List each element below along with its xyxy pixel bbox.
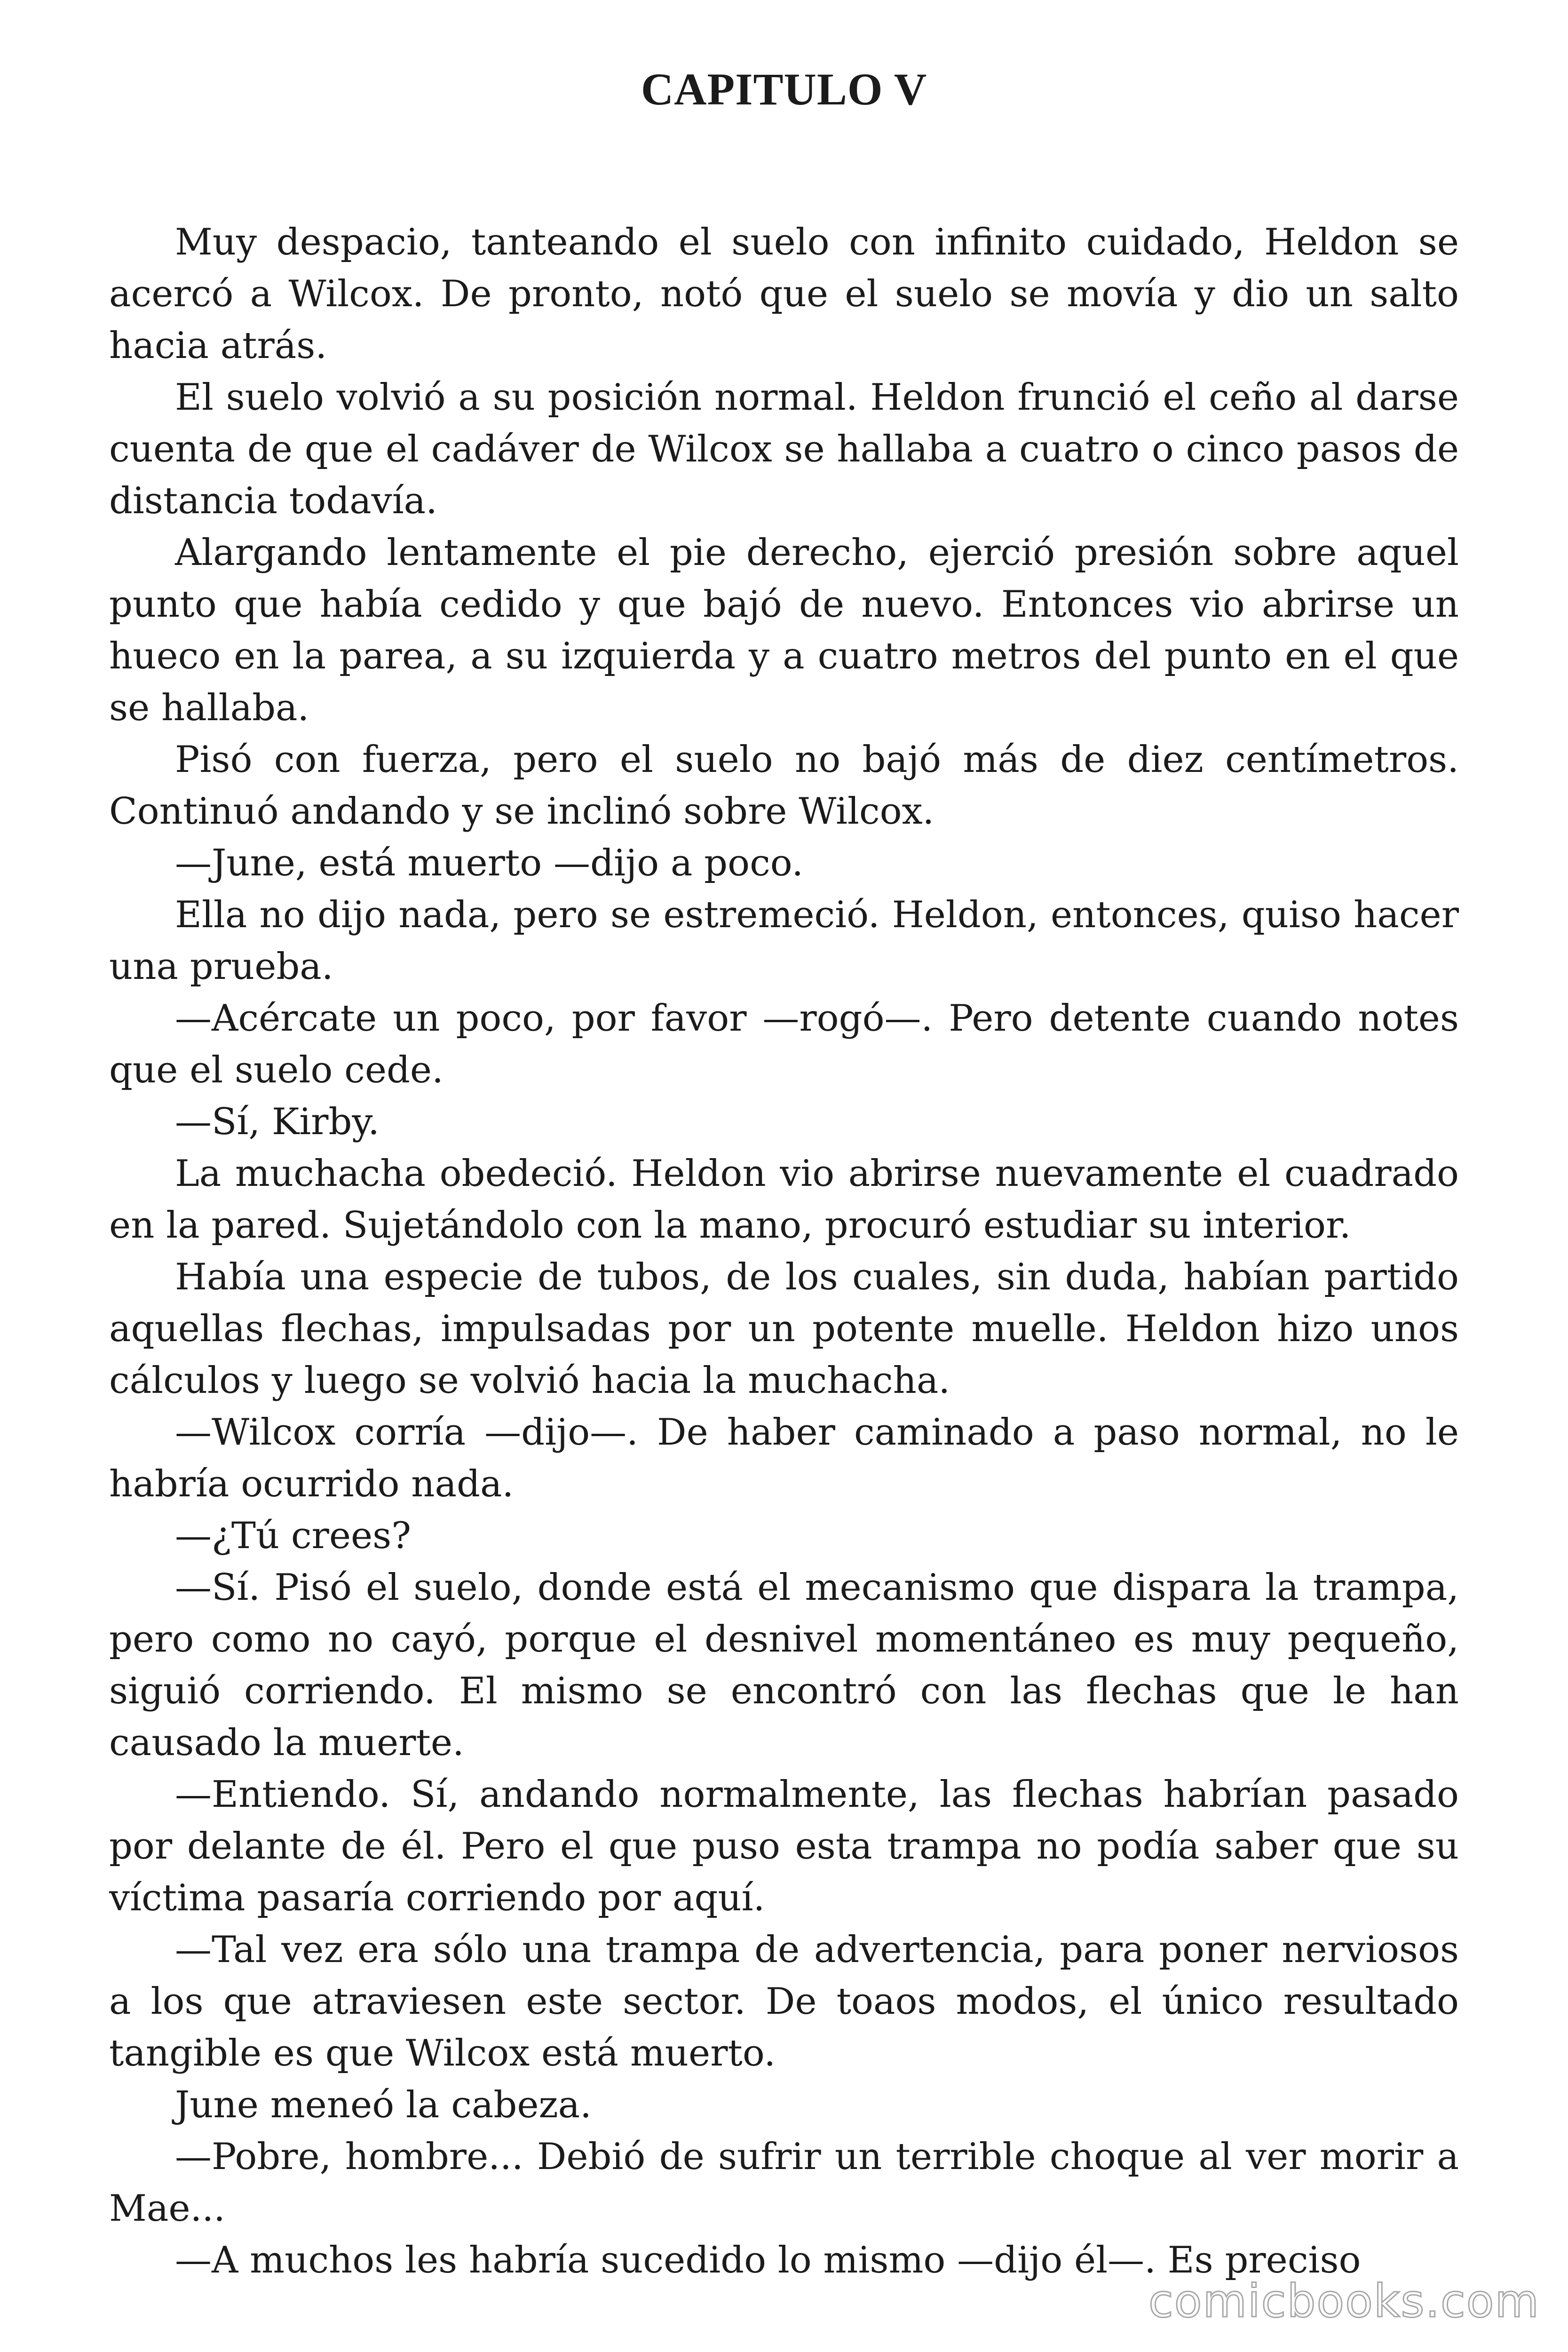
- chapter-body: [109, 216, 1459, 2286]
- paragraph: Alargando lentamente el pie derecho, ejerció presión sobre aquel punto que había cedido y que bajó de nuevo. Entonces vio abrirse un hueco en la parea, a su izquierda y a cuatro metros del punto en el que se hallaba.: [109, 532, 1459, 729]
- dialogue-line: —Entiendo. Sí, andando normalmente, las flechas habrían pasado por delante de él. Pero el que puso esta trampa no podía saber que su víctima pasaría corriendo por aquí.: [109, 1773, 1459, 1919]
- paragraph: Ella no dijo nada, pero se estremeció. Heldon, entonces, quiso hacer una prueba.: [109, 894, 1459, 988]
- chapter-title: CAPITULO V: [641, 64, 927, 114]
- paragraph: Muy despacio, tanteando el suelo con infinito cuidado, Heldon se acercó a Wilcox. De pronto, notó que el suelo se movía y dio un salto hacia atrás.: [109, 221, 1459, 367]
- dialogue-line: —A muchos les habría sucedido lo mismo —dijo él—. Es preciso: [175, 2239, 1361, 2281]
- paragraph: La muchacha obedeció. Heldon vio abrirse nuevamente el cuadrado en la pared. Sujetándolo con la mano, procuró estudiar su interior.: [109, 1152, 1459, 1247]
- dialogue-line: —Pobre, hombre... Debió de sufrir un terrible choque al ver morir a Mae...: [109, 2136, 1459, 2230]
- paragraph: Había una especie de tubos, de los cuales, sin duda, habían partido aquellas flechas, impulsadas por un potente muelle. Heldon hizo unos cálculos y luego se volvió hacia la muchacha.: [109, 1256, 1459, 1402]
- dialogue-line: —¿Tú crees?: [175, 1515, 412, 1557]
- paragraph: June meneó la cabeza.: [175, 2084, 592, 2126]
- dialogue-line: —Tal vez era sólo una trampa de advertencia, para poner nerviosos a los que atraviesen este sector. De toaos modos, el único resultado tangible es que Wilcox está muerto.: [109, 1929, 1459, 2074]
- book-page: [109, 47, 1459, 2286]
- dialogue-line: —Sí, Kirby.: [175, 1101, 380, 1143]
- paragraph: El suelo volvió a su posición normal. Heldon frunció el ceño al darse cuenta de que el cadáver de Wilcox se hallaba a cuatro o cinco pasos de distancia todavía.: [109, 376, 1459, 522]
- watermark-text: comicbooks.com: [1148, 2275, 1540, 2328]
- dialogue-line: —Acércate un poco, por favor —rogó—. Pero detente cuando notes que el suelo cede.: [109, 997, 1459, 1091]
- dialogue-line: —Sí. Pisó el suelo, donde está el mecanismo que dispara la trampa, pero como no cayó, porque el desnivel momentáneo es muy pequeño, siguió corriendo. El mismo se encontró con las flechas que le han causado la muerte.: [109, 1566, 1459, 1764]
- dialogue-line: —June, está muerto —dijo a poco.: [175, 842, 804, 884]
- dialogue-line: —Wilcox corría —dijo—. De haber caminado a paso normal, no le habría ocurrido nada.: [109, 1411, 1459, 1505]
- paragraph: Pisó con fuerza, pero el suelo no bajó más de diez centímetros. Continuó andando y se inclinó sobre Wilcox.: [109, 739, 1459, 833]
